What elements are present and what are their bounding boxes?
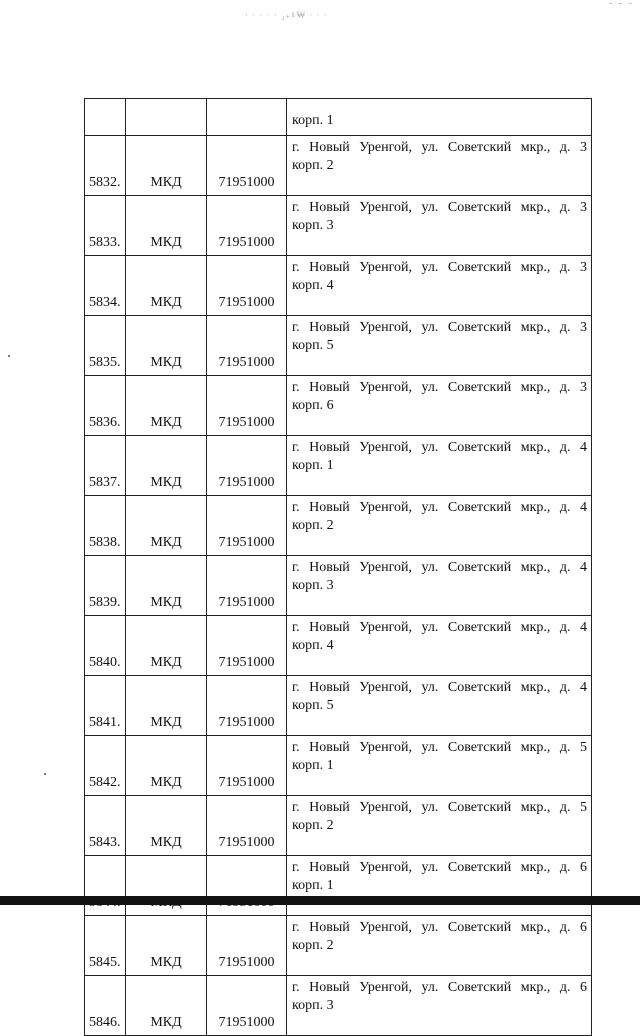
table-body [85,99,592,1036]
table-row [85,316,592,376]
cell-address [287,496,592,556]
table-row [85,496,592,556]
cell-address [287,976,592,1036]
cell-number: 5833. [85,196,126,256]
cell-number: 5842. [85,736,126,796]
cell-type: МКД [126,736,207,796]
address-line-2: корп. 3 [292,998,334,1013]
address-line-1: г. Новый Уренгой, ул. Советский мкр., д. 6 [292,860,587,875]
cell-number: 5846. [85,976,126,1036]
cell-type: МКД [126,556,207,616]
cell-type: МКД [126,496,207,556]
cell-address [287,736,592,796]
address-line-1: г. Новый Уренгой, ул. Советский мкр., д. 3 [292,260,587,275]
table-row [85,256,592,316]
cell-type [126,856,207,916]
address-line-2: корп. 1 [292,878,334,893]
address-line-1: г. Новый Уренгой, ул. Советский мкр., д. 3 [292,320,587,335]
cell-number: 5843. [85,796,126,856]
address-line-1: г. Новый Уренгой, ул. Советский мкр., д. 6 [292,920,587,935]
cell-number: 5840. [85,616,126,676]
cell-address [287,796,592,856]
cell-number: 5835. [85,316,126,376]
cell-type: МКД [126,376,207,436]
cell-number: 5845. [85,916,126,976]
cell-number: 5839. [85,556,126,616]
cell-oktmo: 71951000 [207,796,287,856]
cell-address [287,256,592,316]
address-line-1: г. Новый Уренгой, ул. Советский мкр., д. 4 [292,560,587,575]
cell-address [287,196,592,256]
address-line-2: корп. 2 [292,518,334,533]
header-scan-noise: · · · · · ₄₊ﾙ₩ · · · [245,10,328,20]
cell-oktmo: 71951000 [207,916,287,976]
cell-number [85,99,126,136]
cell-oktmo: 71951000 [207,196,287,256]
cell-number [85,856,126,916]
cell-address [287,856,592,916]
cell-oktmo: 71951000 [207,556,287,616]
cell-oktmo: 71951000 [207,316,287,376]
table-row [85,736,592,796]
cell-type: МКД [126,916,207,976]
scan-speck [44,773,46,775]
cell-type: МКД [126,436,207,496]
cell-number: 5836. [85,376,126,436]
address-line-2: корп. 3 [292,218,334,233]
cell-number: 5841. [85,676,126,736]
cell-type: МКД [126,316,207,376]
address-line-2: корп. 3 [292,578,334,593]
cell-type: МКД [126,976,207,1036]
table-row [85,676,592,736]
address-line-2: корп. 4 [292,278,334,293]
address-line-1: г. Новый Уренгой, ул. Советский мкр., д. 5 [292,800,587,815]
address-line-2: корп. 2 [292,938,334,953]
table-row [85,136,592,196]
cell-type [126,99,207,136]
table-row [85,196,592,256]
cell-oktmo [207,856,287,916]
table-row [85,976,592,1036]
cell-number: 5838. [85,496,126,556]
table-row [85,556,592,616]
cell-type: МКД [126,676,207,736]
cell-oktmo: 71951000 [207,496,287,556]
table-row [85,376,592,436]
table-row-continued [85,99,592,136]
scan-speck [8,355,10,357]
cell-oktmo: 71951000 [207,256,287,316]
cell-address [287,616,592,676]
address-line-2: корп. 5 [292,338,334,353]
address-line-1: г. Новый Уренгой, ул. Советский мкр., д. 6 [292,980,587,995]
address-line-2: корп. 1 [292,758,334,773]
address-line-2: корп. 1 [292,458,334,473]
cell-oktmo: 71951000 [207,736,287,796]
table-row [85,796,592,856]
cell-type: МКД [126,196,207,256]
cell-address: корп. 1 [287,99,592,136]
cell-number: 5837. [85,436,126,496]
address-line-2: корп. 6 [292,398,334,413]
corner-mark: - - - [609,0,634,9]
cell-type: МКД [126,796,207,856]
cell-oktmo: 71951000 [207,136,287,196]
cell-address [287,376,592,436]
cell-address [287,316,592,376]
address-line-2: корп. 2 [292,818,334,833]
cell-oktmo [207,99,287,136]
address-line-2: корп. 5 [292,698,334,713]
table-row [85,916,592,976]
scan-bottom-edge [0,896,640,905]
cell-type: МКД [126,616,207,676]
address-line-1: г. Новый Уренгой, ул. Советский мкр., д. 3 [292,140,587,155]
table-row [85,616,592,676]
cell-address [287,556,592,616]
address-line-2: корп. 2 [292,158,334,173]
cell-address [287,436,592,496]
address-line-2: корп. 4 [292,638,334,653]
cell-oktmo: 71951000 [207,616,287,676]
cell-oktmo: 71951000 [207,436,287,496]
address-line-1: г. Новый Уренгой, ул. Советский мкр., д. 3 [292,200,587,215]
table-row [85,856,592,916]
cell-oktmo: 71951000 [207,676,287,736]
table-row [85,436,592,496]
cell-type: МКД [126,256,207,316]
cell-address [287,136,592,196]
cell-oktmo: 71951000 [207,376,287,436]
cell-oktmo: 71951000 [207,976,287,1036]
address-line-1: г. Новый Уренгой, ул. Советский мкр., д. 3 [292,380,587,395]
cell-type: МКД [126,136,207,196]
address-line-1: г. Новый Уренгой, ул. Советский мкр., д. 4 [292,620,587,635]
cell-number: 5832. [85,136,126,196]
address-line-1: г. Новый Уренгой, ул. Советский мкр., д. 4 [292,440,587,455]
address-line-1: г. Новый Уренгой, ул. Советский мкр., д. 4 [292,500,587,515]
cell-address [287,916,592,976]
cell-number: 5834. [85,256,126,316]
address-line-1: г. Новый Уренгой, ул. Советский мкр., д. 4 [292,680,587,695]
address-line-1: г. Новый Уренгой, ул. Советский мкр., д. 5 [292,740,587,755]
cell-address [287,676,592,736]
